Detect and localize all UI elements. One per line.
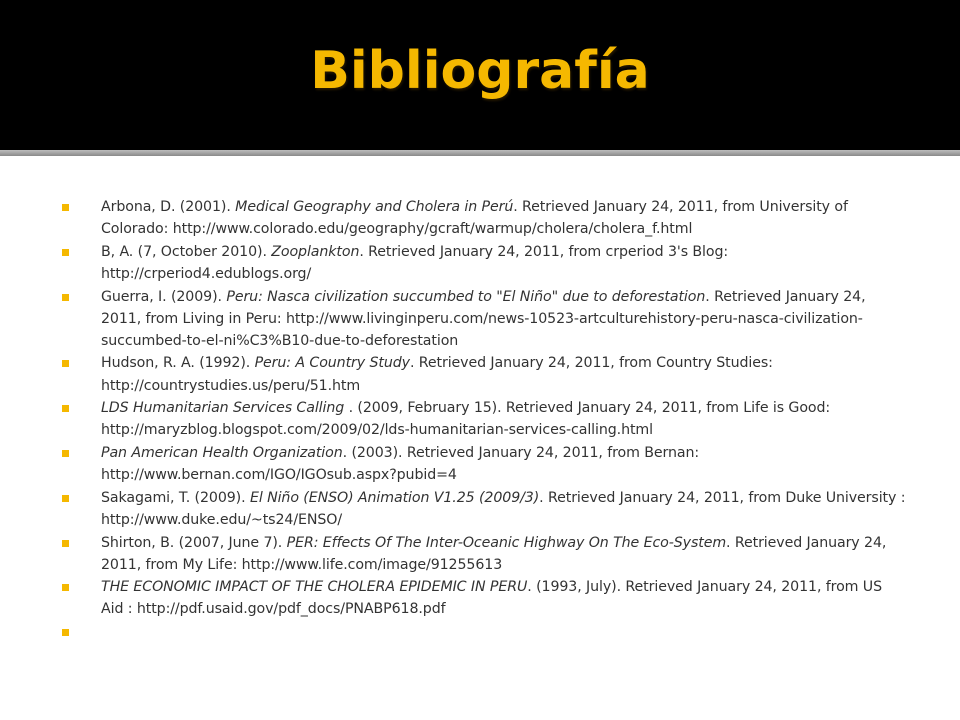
reference-author: B, A. (7, October 2010).	[101, 243, 272, 260]
square-bullet-icon	[62, 249, 69, 256]
reference-item	[62, 196, 907, 240]
reference-item	[62, 576, 907, 620]
reference-item	[62, 397, 907, 441]
square-bullet-icon	[62, 204, 69, 211]
reference-source: . Retrieved January 24, 2011, from Country Studies: http://countrystudies.us/peru/51.htm	[101, 355, 773, 394]
reference-author: Shirton, B. (2007, June 7).	[101, 534, 287, 551]
title-bar	[0, 0, 960, 150]
square-bullet-icon	[62, 405, 69, 412]
reference-title: Medical Geography and Cholera in Perú	[235, 199, 514, 215]
reference-title: THE ECONOMIC IMPACT OF THE CHOLERA EPIDEMIC IN PERU	[101, 579, 528, 596]
reference-title: PER: Effects Of The Inter-Oceanic Highway On The Eco-System	[286, 534, 727, 551]
reference-author: Hudson, R. A. (1992).	[101, 355, 255, 372]
square-bullet-icon	[62, 360, 69, 367]
reference-title: Zooplankton	[271, 243, 360, 260]
square-bullet-icon	[62, 540, 69, 547]
reference-source: . Retrieved January 24, 2011, from My Life: http://www.life.com/image/91255613	[101, 534, 887, 573]
slide-title: Bibliografía	[310, 41, 650, 101]
reference-source: . (2003). Retrieved January 24, 2011, from Bernan: http://www.bernan.com/IGO/IGOsub.aspx?pubid=4	[101, 445, 700, 484]
reference-item	[62, 352, 907, 396]
reference-source: . (2009, February 15). Retrieved January 24, 2011, from Life is Good: http://maryzblog.blogspot.com/2009/02/lds-humanitarian-services-calling.html	[101, 400, 831, 439]
reference-title: Peru: A Country Study	[254, 355, 410, 372]
reference-title: Pan American Health Organization	[101, 445, 343, 461]
reference-item	[62, 487, 907, 531]
reference-source: . Retrieved January 24, 2011, from University of Colorado: http://www.colorado.edu/geography/gcraft/warmup/cholera/cholera_f.html	[101, 199, 848, 238]
reference-author: Arbona, D. (2001).	[101, 199, 236, 215]
reference-source: . Retrieved January 24, 2011, from Living in Peru: http://www.livinginperu.com/news-10523-artculturehistory-peru-nasca-civilization-succumbed-to-el-ni%C3%B10-due-to-deforestation	[101, 288, 866, 349]
square-bullet-icon	[62, 450, 69, 457]
square-bullet-icon	[62, 584, 69, 591]
reference-item	[62, 442, 907, 486]
reference-author: Sakagami, T. (2009).	[101, 489, 250, 506]
square-bullet-icon	[62, 629, 69, 636]
square-bullet-icon	[62, 294, 69, 301]
reference-source: . Retrieved January 24, 2011, from crperiod 3's Blog: http://crperiod4.edublogs.org/	[101, 243, 729, 282]
reference-source: . (1993, July). Retrieved January 24, 2011, from US Aid : http://pdf.usaid.gov/pdf_docs/PNABP618.pdf	[101, 579, 882, 618]
reference-author: Guerra, I. (2009).	[101, 288, 227, 305]
reference-item	[62, 286, 907, 352]
reference-title: Peru: Nasca civilization succumbed to "El Niño" due to deforestation	[226, 288, 706, 305]
reference-item-empty	[62, 621, 907, 643]
square-bullet-icon	[62, 495, 69, 502]
reference-item	[62, 532, 907, 576]
reference-title: El Niño (ENSO) Animation V1.25 (2009/3)	[249, 489, 540, 506]
slide-content	[0, 156, 960, 720]
reference-item	[62, 241, 907, 285]
reference-source: . Retrieved January 24, 2011, from Duke University : http://www.duke.edu/~ts24/ENSO/	[101, 489, 906, 528]
reference-list	[62, 196, 907, 644]
reference-title: LDS Humanitarian Services Calling	[101, 400, 349, 417]
